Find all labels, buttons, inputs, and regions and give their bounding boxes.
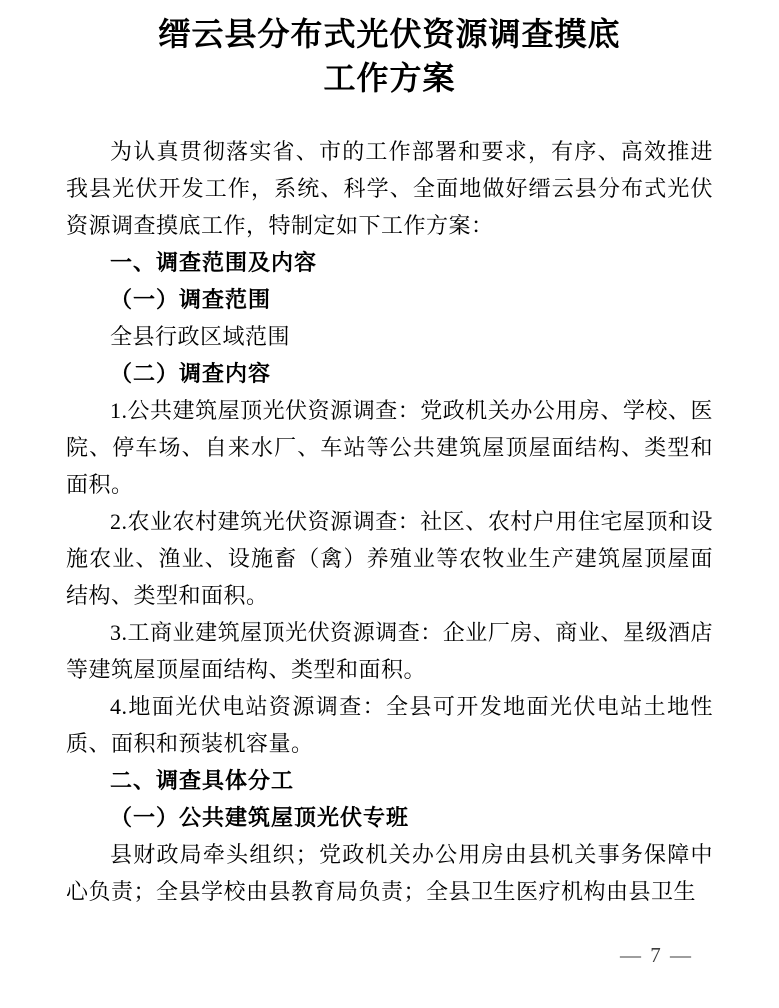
intro-paragraph: 为认真贯彻落实省、市的工作部署和要求，有序、高效推进我县光伏开发工作，系统、科学、全面地做好缙云县分布式光伏资源调查摸底工作，特制定如下工作方案：: [66, 139, 713, 238]
survey-item-3: 3.工商业建筑屋顶光伏资源调查：企业厂房、商业、星级酒店等建筑屋顶屋面结构、类型和面积。: [66, 620, 713, 682]
page-number: — 7 —: [620, 943, 693, 967]
document-title-line1: 缙云县分布式光伏资源调查摸底: [158, 16, 621, 52]
survey-item-2: 2.农业农村建筑光伏资源调查：社区、农村户用住宅屋顶和设施农业、渔业、设施畜（禽）养殖业等农牧业生产建筑屋顶屋面结构、类型和面积。: [66, 509, 713, 608]
document-title-line2: 工作方案: [323, 60, 456, 96]
section1-sub2-heading: （二）调查内容: [110, 361, 272, 386]
document-body: [66, 133, 713, 910]
section1-heading: 一、调查范围及内容: [110, 250, 318, 275]
survey-item-4: 4.地面光伏电站资源调查：全县可开发地面光伏电站土地性质、面积和预装机容量。: [66, 694, 713, 756]
section1-sub1-heading: （一）调查范围: [110, 287, 272, 312]
section1-sub1-body: 全县行政区域范围: [110, 324, 291, 349]
section2-sub1-heading: （一）公共建筑屋顶光伏专班: [110, 805, 410, 830]
section2-sub1-body: 县财政局牵头组织；党政机关办公用房由县机关事务保障中心负责；全县学校由县教育局负责；全县卫生医疗机构由县卫生: [66, 842, 713, 904]
section2-heading: 二、调查具体分工: [110, 768, 295, 793]
document-title: [0, 0, 779, 100]
survey-item-1: 1.公共建筑屋顶光伏资源调查：党政机关办公用房、学校、医院、停车场、自来水厂、车站等公共建筑屋顶屋面结构、类型和面积。: [66, 398, 713, 497]
